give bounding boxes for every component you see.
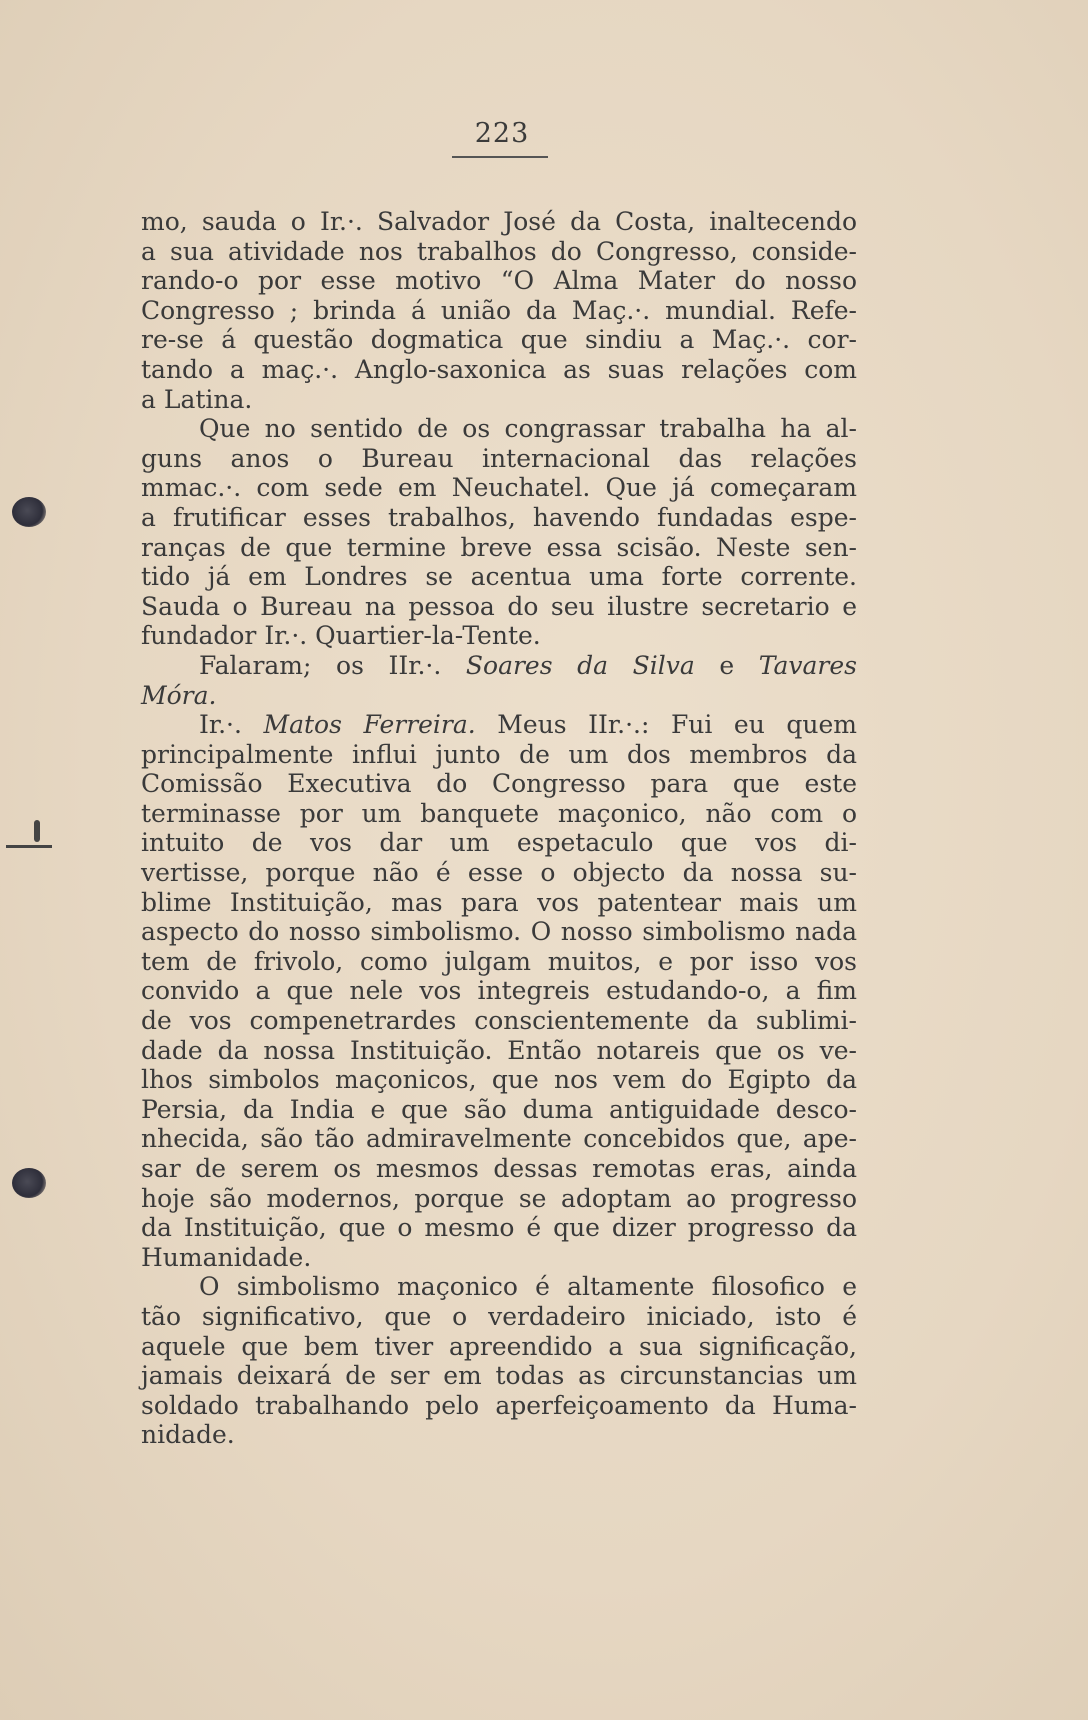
binding-dash-mark bbox=[6, 845, 52, 848]
text-line: tem de frivolo, como julgam muitos, e por isso vos bbox=[141, 946, 857, 976]
text-line: fundador Ir.·. Quartier-la-Tente. bbox=[141, 621, 541, 651]
text-line: lhos simbolos maçonicos, que nos vem do Egipto da bbox=[141, 1065, 857, 1095]
speaker-name-continued: Móra. bbox=[141, 680, 217, 710]
text-line: jamais deixará de ser em todas as circunstancias um bbox=[141, 1361, 857, 1391]
text-line: ranças de que termine breve essa scisão. Neste sen- bbox=[141, 532, 857, 562]
text-line: aquele que bem tiver apreendido a sua significação, bbox=[141, 1331, 857, 1361]
text-line: vertisse, porque não é esse o objecto da nossa su- bbox=[141, 858, 857, 888]
text-line: Persia, da India e que são duma antiguidade desco- bbox=[141, 1094, 857, 1124]
text-line: mmac.·. com sede em Neuchatel. Que já começaram bbox=[141, 473, 857, 503]
text-line: Congresso ; brinda á união da Maç.·. mundial. Refe- bbox=[141, 295, 857, 325]
text-line: sar de serem os mesmos dessas remotas eras, ainda bbox=[141, 1154, 857, 1183]
speaker-name: Tavares bbox=[758, 650, 858, 680]
text-line: a frutificar esses trabalhos, havendo fundadas espe- bbox=[141, 502, 857, 532]
text-line: O simbolismo maçonico é altamente filosofico e bbox=[199, 1272, 857, 1302]
text-line: a sua atividade nos trabalhos do Congresso, conside- bbox=[141, 236, 857, 266]
text-line: de vos compenetrardes conscientemente da sublimi- bbox=[141, 1006, 857, 1036]
text-line: Humanidade. bbox=[141, 1242, 312, 1272]
speaker-name: Soares da Silva bbox=[465, 650, 695, 680]
speaker-name: Matos Ferreira. bbox=[263, 710, 476, 740]
text-line: convido a que nele vos integreis estudando-o, a fim bbox=[141, 976, 857, 1006]
text-line: principalmente influi junto de um dos membros da bbox=[141, 739, 857, 769]
text-fragment: Falaram; os IIr.·. bbox=[199, 650, 442, 680]
text-fragment: e bbox=[719, 650, 735, 680]
text-line: mo, sauda o Ir.·. Salvador José da Costa, inaltecendo bbox=[141, 207, 857, 236]
text-line: guns anos o Bureau internacional das relações bbox=[141, 443, 857, 473]
text-line-speaker bbox=[141, 710, 857, 740]
text-line: dade da nossa Instituição. Então notareis que os ve- bbox=[141, 1035, 857, 1065]
text-line: terminasse por um banquete maçonico, não com o bbox=[141, 798, 857, 828]
text-line: Comissão Executiva do Congresso para que este bbox=[141, 769, 857, 799]
text-line-speakers bbox=[141, 651, 857, 681]
text-line: aspecto do nosso simbolismo. O nosso simbolismo nada bbox=[141, 917, 857, 947]
text-line: tido já em Londres se acentua uma forte corrente. bbox=[141, 562, 857, 592]
text-line: da Instituição, que o mesmo é que dizer progresso da bbox=[141, 1213, 857, 1243]
text-line: tando a maç.·. Anglo-saxonica as suas relações com bbox=[141, 354, 857, 384]
text-line: nhecida, são tão admiravelmente concebidos que, ape- bbox=[141, 1124, 857, 1154]
binding-stain-mark bbox=[12, 497, 46, 527]
text-line: a Latina. bbox=[141, 384, 253, 414]
text-line: tão significativo, que o verdadeiro iniciado, isto é bbox=[141, 1301, 857, 1331]
text-line: nidade. bbox=[141, 1420, 235, 1450]
text-line: hoje são modernos, porque se adoptam ao progresso bbox=[141, 1183, 857, 1213]
text-line: soldado trabalhando pelo aperfeiçoamento da Huma- bbox=[141, 1390, 857, 1420]
text-line: rando-o por esse motivo “O Alma Mater do nosso bbox=[141, 266, 857, 296]
text-line: Que no sentido de os congrassar trabalha ha al- bbox=[199, 414, 857, 444]
text-fragment: Ir.·. bbox=[199, 710, 242, 740]
text-line: Sauda o Bureau na pessoa do seu ilustre secretario e bbox=[141, 591, 857, 621]
text-line: re-se á questão dogmatica que sindiu a Maç.·. cor- bbox=[141, 325, 857, 355]
text-line: blime Instituição, mas para vos patentear mais um bbox=[141, 887, 857, 917]
page-number: 223 bbox=[474, 118, 530, 149]
body-text bbox=[141, 207, 857, 1450]
text-fragment: Meus IIr.·.: Fui eu quem bbox=[497, 710, 857, 740]
text-line: intuito de vos dar um espetaculo que vos di- bbox=[141, 828, 857, 858]
page-number-rule bbox=[452, 156, 548, 158]
binding-thread-mark bbox=[34, 820, 40, 842]
binding-stain-mark-lower bbox=[12, 1168, 46, 1198]
